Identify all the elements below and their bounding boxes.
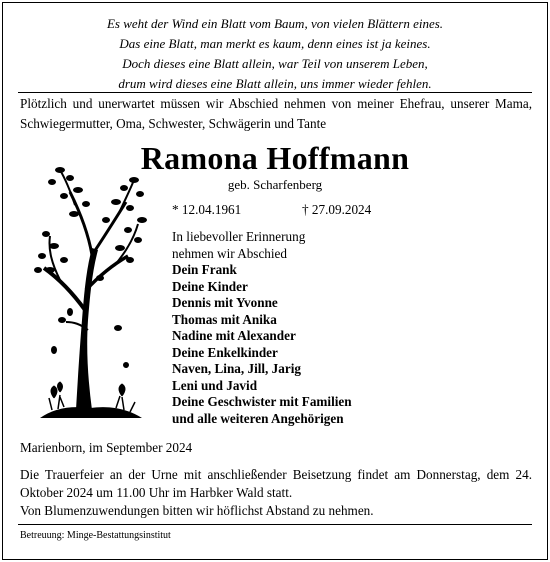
mourner-name: Deine Enkelkinder — [172, 344, 278, 360]
mourner-name: Leni und Javid — [172, 377, 258, 393]
poem-line: drum wird dieses eine Blatt allein, uns immer wieder fehlen. — [118, 76, 432, 91]
place-date: Marienborn, im September 2024 — [20, 440, 193, 455]
intro-text: Plötzlich und unerwartet müssen wir Abschied nehmen von meiner Ehefrau, unserer Mama, Schwiegermutter, Oma, Schwester, Schwägerin und Tante — [20, 96, 532, 131]
poem — [0, 14, 550, 94]
mourner-name: und alle weiteren Angehörigen — [172, 410, 344, 426]
mourner-name: Dennis mit Yvonne — [172, 295, 278, 310]
divider-top — [18, 92, 532, 93]
undertaker-credit: Betreuung: Minge-Bestattungsinstitut — [20, 530, 171, 541]
poem-line: Doch dieses eine Blatt allein, war Teil von unserem Leben, — [122, 56, 428, 71]
flowers-note: Von Blumenzuwendungen bitten wir höflichst Abstand zu nehmen. — [20, 503, 374, 518]
birth-date: * 12.04.1961 — [172, 202, 242, 217]
tree-with-falling-leaves-icon — [30, 160, 150, 425]
mourner-name: Deine Kinder — [172, 278, 248, 294]
mourner-name: Thomas mit Anika — [172, 311, 277, 327]
mourners-intro-line: In liebevoller Erinnerung — [172, 229, 306, 244]
mourner-name: Naven, Lina, Jill, Jarig — [172, 361, 301, 376]
mourner-name: Deine Geschwister mit Familien — [172, 394, 352, 409]
death-date: † 27.09.2024 — [302, 202, 372, 217]
divider-bottom — [18, 524, 532, 525]
mourner-name: Dein Frank — [172, 262, 237, 277]
deceased-name: Ramona Hoffmann — [140, 140, 410, 176]
poem-line: Es weht der Wind ein Blatt vom Baum, von vielen Blättern eines. — [106, 16, 444, 31]
funeral-service-text: Die Trauerfeier an der Urne mit anschließender Beisetzung findet am Donnerstag, dem 24. Oktober 2024 um 11.00 Uhr im Harbker Wald statt. — [20, 467, 532, 500]
poem-line: Das eine Blatt, man merkt es kaum, denn eines ist ja keines. — [119, 36, 431, 51]
mourners — [172, 229, 352, 427]
birth-name: geb. Scharfenberg — [227, 177, 323, 192]
mourner-name: Nadine mit Alexander — [172, 328, 296, 343]
funeral-details — [20, 466, 532, 520]
mourners-intro-line: nehmen wir Abschied — [172, 245, 287, 261]
